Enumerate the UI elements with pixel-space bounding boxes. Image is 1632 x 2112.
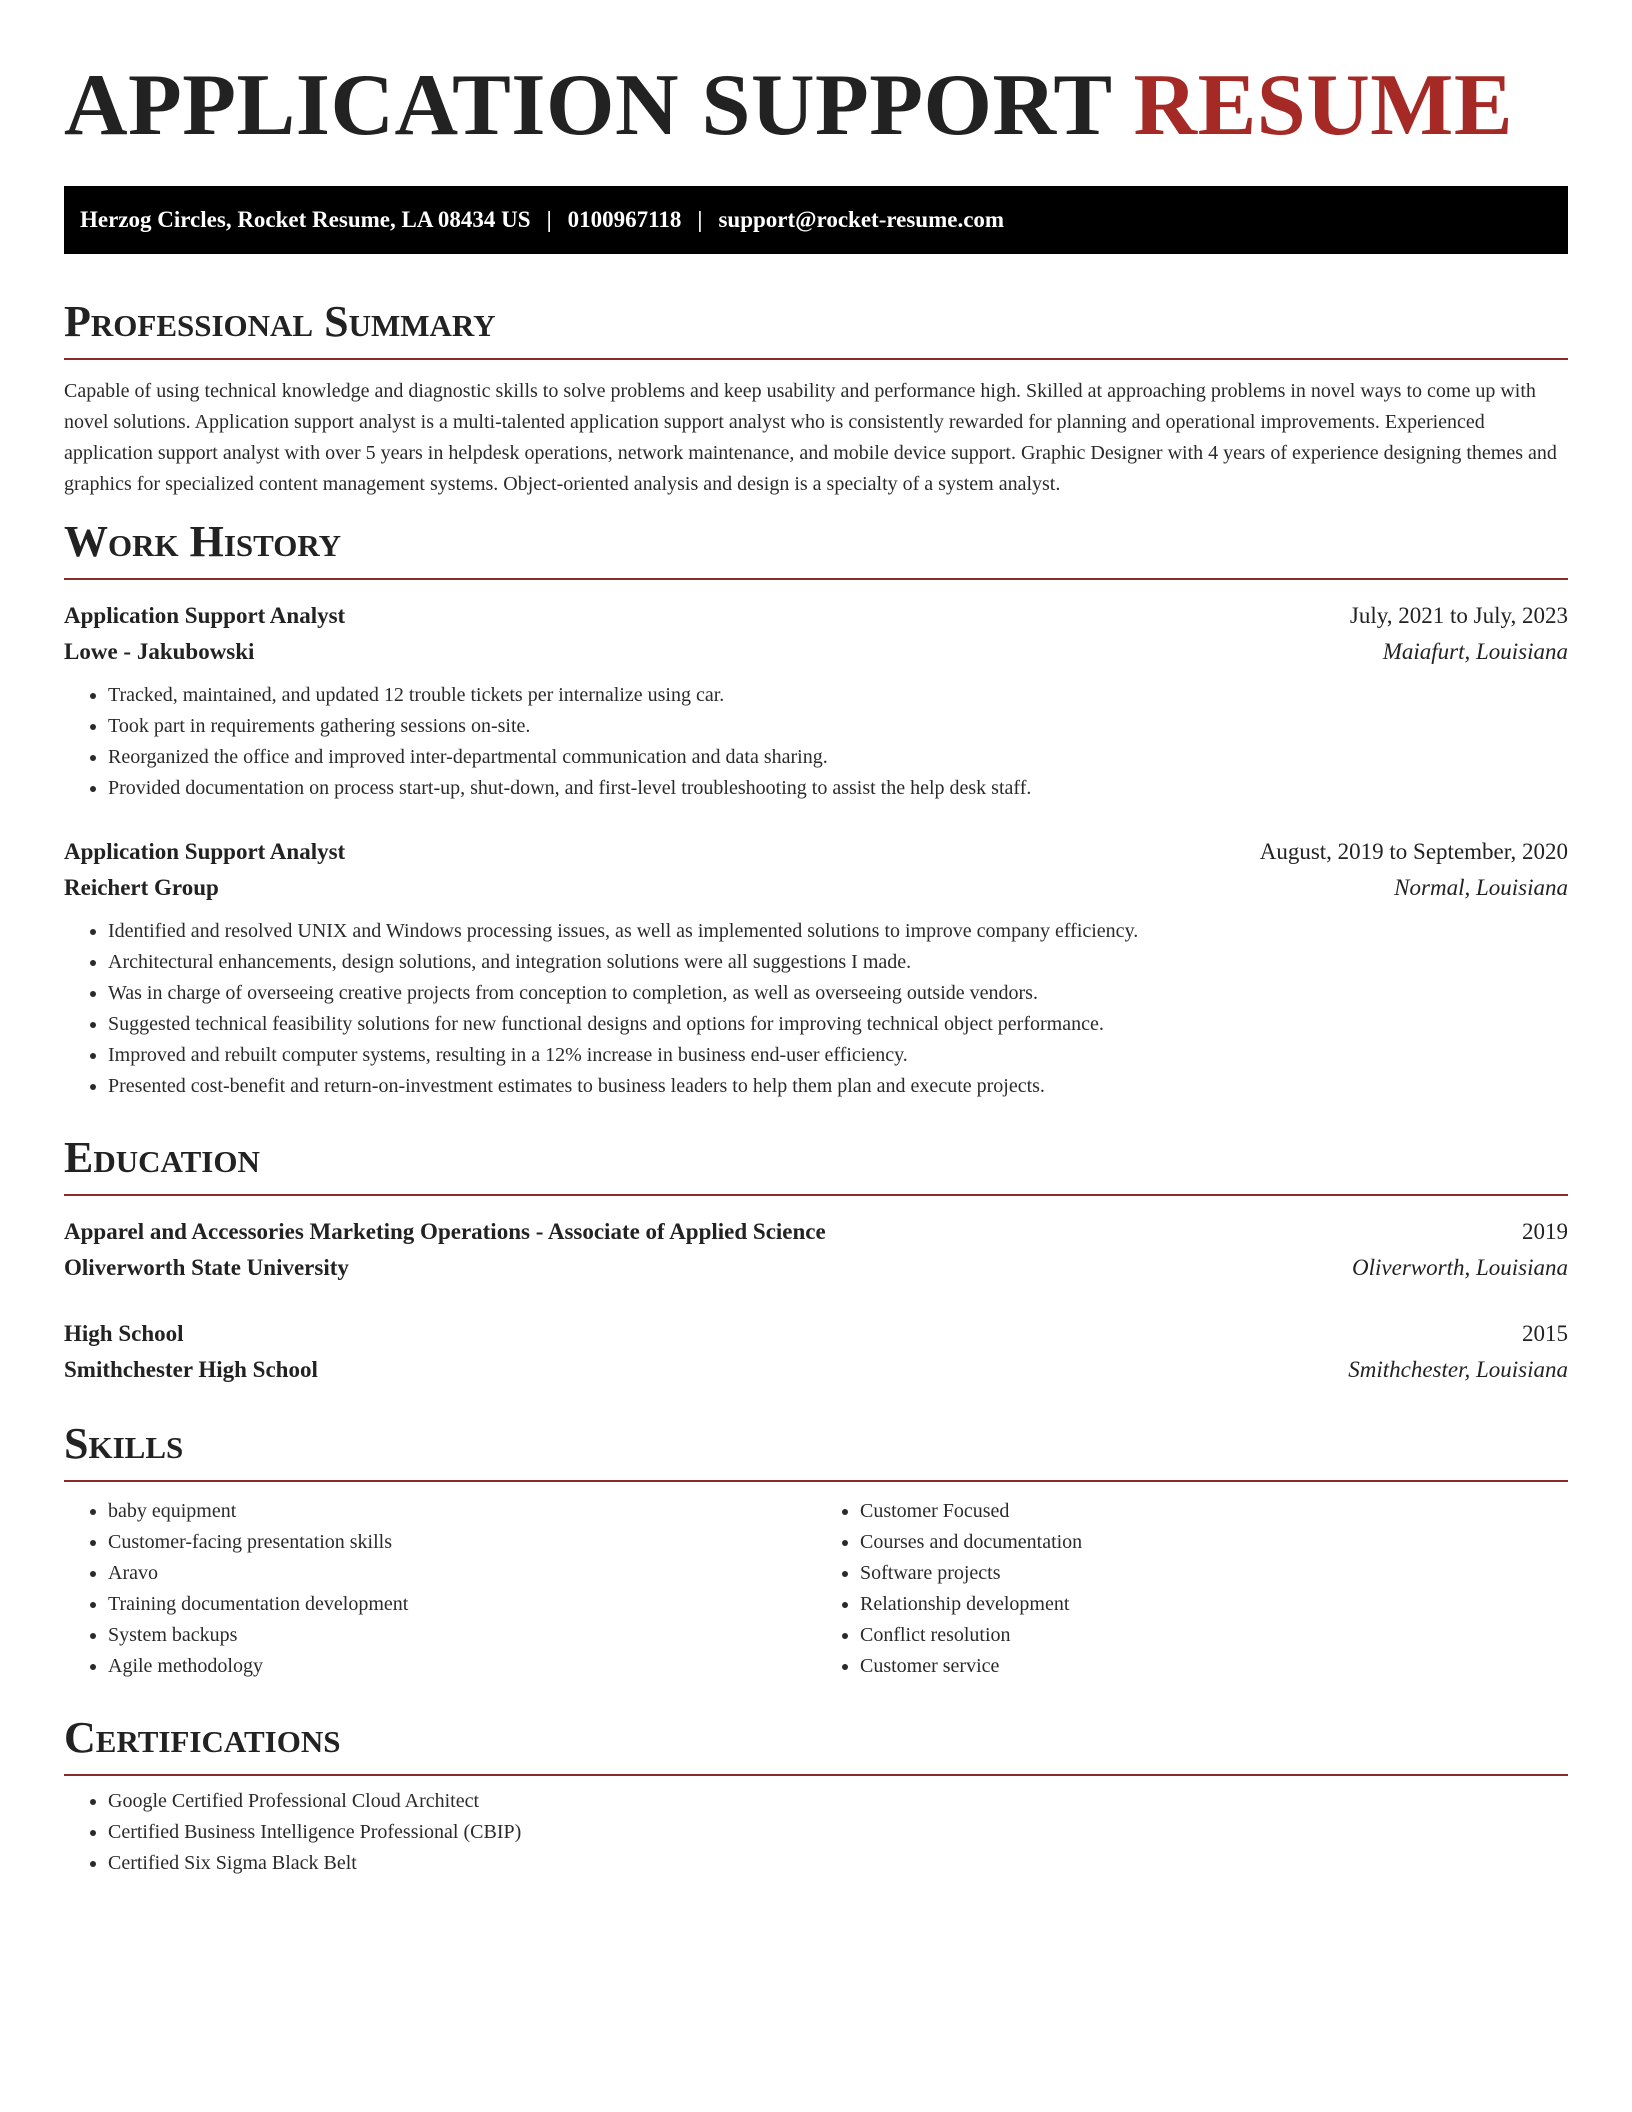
job-entry bbox=[64, 834, 1568, 1102]
skill-item: • Software projects bbox=[860, 1558, 1568, 1589]
contact-bar bbox=[64, 186, 1568, 254]
job-row-title bbox=[64, 834, 1568, 870]
job-location: Normal, Louisiana bbox=[1394, 875, 1568, 900]
job-dates: August, 2019 to September, 2020 bbox=[1259, 839, 1568, 864]
job-company: Reichert Group bbox=[64, 875, 219, 900]
job-bullet: • Reorganized the office and improved inter-departmental communication and data sharing. bbox=[108, 742, 1568, 773]
work-history-section bbox=[64, 517, 1568, 1102]
education-school: Oliverworth State University bbox=[64, 1255, 349, 1280]
resume-title bbox=[64, 57, 1568, 154]
job-row-title bbox=[64, 598, 1568, 634]
education-section bbox=[64, 1133, 1568, 1388]
contact-email: support@rocket-resume.com bbox=[718, 207, 1005, 232]
education-school: Smithchester High School bbox=[64, 1357, 318, 1382]
job-bullets bbox=[64, 680, 1568, 804]
education-degree: High School bbox=[64, 1321, 184, 1346]
education-heading: Education bbox=[64, 1136, 1568, 1196]
title-main: APPLICATION SUPPORT bbox=[64, 57, 1112, 154]
summary-text: Capable of using technical knowledge and diagnostic skills to solve problems and keep usability and performance high. Skilled at approaching problems in novel ways to come up with novel solutions. Application support analyst is a multi-talented application support analyst who is consistently rewarded for planning and operational improvements. Experienced application support analyst with over 5 years in helpdesk operations, network maintenance, and mobile device support. Graphic Designer with 4 years of experience designing themes and graphics for specialized content management systems. Object-oriented analysis and design is a specialty of a system analyst. bbox=[64, 380, 1557, 495]
education-row-degree bbox=[64, 1316, 1568, 1352]
skill-item: • Customer Focused bbox=[860, 1496, 1568, 1527]
certifications-heading: Certifications bbox=[64, 1716, 1568, 1776]
education-row-school bbox=[64, 1250, 1568, 1286]
contact-separator: | bbox=[546, 207, 552, 232]
work-history-heading: Work History bbox=[64, 520, 1568, 580]
education-entry bbox=[64, 1214, 1568, 1286]
skill-item: • Training documentation development bbox=[108, 1589, 816, 1620]
education-degree: Apparel and Accessories Marketing Operations - Associate of Applied Science bbox=[64, 1219, 826, 1244]
certification-item: • Google Certified Professional Cloud Architect bbox=[108, 1786, 1568, 1817]
skill-item: • Customer-facing presentation skills bbox=[108, 1527, 816, 1558]
title-accent: RESUME bbox=[1133, 57, 1514, 154]
job-bullet: • Identified and resolved UNIX and Windows processing issues, as well as implemented solutions to improve company efficiency. bbox=[108, 916, 1568, 947]
skills-section bbox=[64, 1419, 1568, 1682]
skill-item: • baby equipment bbox=[108, 1496, 816, 1527]
job-entry bbox=[64, 598, 1568, 804]
job-bullet: • Presented cost-benefit and return-on-investment estimates to business leaders to help them plan and execute projects. bbox=[108, 1071, 1568, 1102]
summary-section bbox=[64, 297, 1568, 500]
skill-item: • Agile methodology bbox=[108, 1651, 816, 1682]
skills-list-right bbox=[816, 1496, 1568, 1682]
education-row-school bbox=[64, 1352, 1568, 1388]
job-bullet: • Provided documentation on process start-up, shut-down, and first-level troubleshooting to assist the help desk staff. bbox=[108, 773, 1568, 804]
contact-address: Herzog Circles, Rocket Resume, LA 08434 US bbox=[80, 207, 531, 232]
job-bullet: • Suggested technical feasibility solutions for new functional designs and options for improving technical object performance. bbox=[108, 1009, 1568, 1040]
job-bullet: • Improved and rebuilt computer systems, resulting in a 12% increase in business end-user efficiency. bbox=[108, 1040, 1568, 1071]
job-bullet: • Tracked, maintained, and updated 12 trouble tickets per internalize using car. bbox=[108, 680, 1568, 711]
education-location: Oliverworth, Louisiana bbox=[1352, 1255, 1568, 1280]
skills-heading: Skills bbox=[64, 1422, 1568, 1482]
skill-item: • Courses and documentation bbox=[860, 1527, 1568, 1558]
education-row-degree bbox=[64, 1214, 1568, 1250]
education-entry bbox=[64, 1316, 1568, 1388]
skill-item: • Aravo bbox=[108, 1558, 816, 1589]
job-title: Application Support Analyst bbox=[64, 603, 346, 628]
job-bullet: • Took part in requirements gathering sessions on-site. bbox=[108, 711, 1568, 742]
job-bullet: • Was in charge of overseeing creative projects from conception to completion, as well as overseeing outside vendors. bbox=[108, 978, 1568, 1009]
skills-list-left bbox=[64, 1496, 816, 1682]
job-dates: July, 2021 to July, 2023 bbox=[1349, 603, 1568, 628]
certification-item: • Certified Six Sigma Black Belt bbox=[108, 1848, 1568, 1879]
certifications-section bbox=[64, 1713, 1568, 1879]
job-row-company bbox=[64, 870, 1568, 906]
job-row-company bbox=[64, 634, 1568, 670]
certifications-list bbox=[64, 1786, 1568, 1879]
contact-separator: | bbox=[697, 207, 703, 232]
job-company: Lowe - Jakubowski bbox=[64, 639, 255, 664]
job-title: Application Support Analyst bbox=[64, 839, 346, 864]
job-location: Maiafurt, Louisiana bbox=[1382, 639, 1568, 664]
education-year: 2019 bbox=[1522, 1219, 1568, 1244]
skill-item: • Conflict resolution bbox=[860, 1620, 1568, 1651]
skill-item: • Relationship development bbox=[860, 1589, 1568, 1620]
education-location: Smithchester, Louisiana bbox=[1348, 1357, 1568, 1382]
skill-item: • System backups bbox=[108, 1620, 816, 1651]
job-bullets bbox=[64, 916, 1568, 1102]
skill-item: • Customer service bbox=[860, 1651, 1568, 1682]
certification-item: • Certified Business Intelligence Professional (CBIP) bbox=[108, 1817, 1568, 1848]
summary-heading: Professional Summary bbox=[64, 300, 1568, 360]
job-bullet: • Architectural enhancements, design solutions, and integration solutions were all suggestions I made. bbox=[108, 947, 1568, 978]
contact-phone: 0100967118 bbox=[567, 207, 682, 232]
skills-columns bbox=[64, 1496, 1568, 1682]
education-year: 2015 bbox=[1522, 1321, 1568, 1346]
